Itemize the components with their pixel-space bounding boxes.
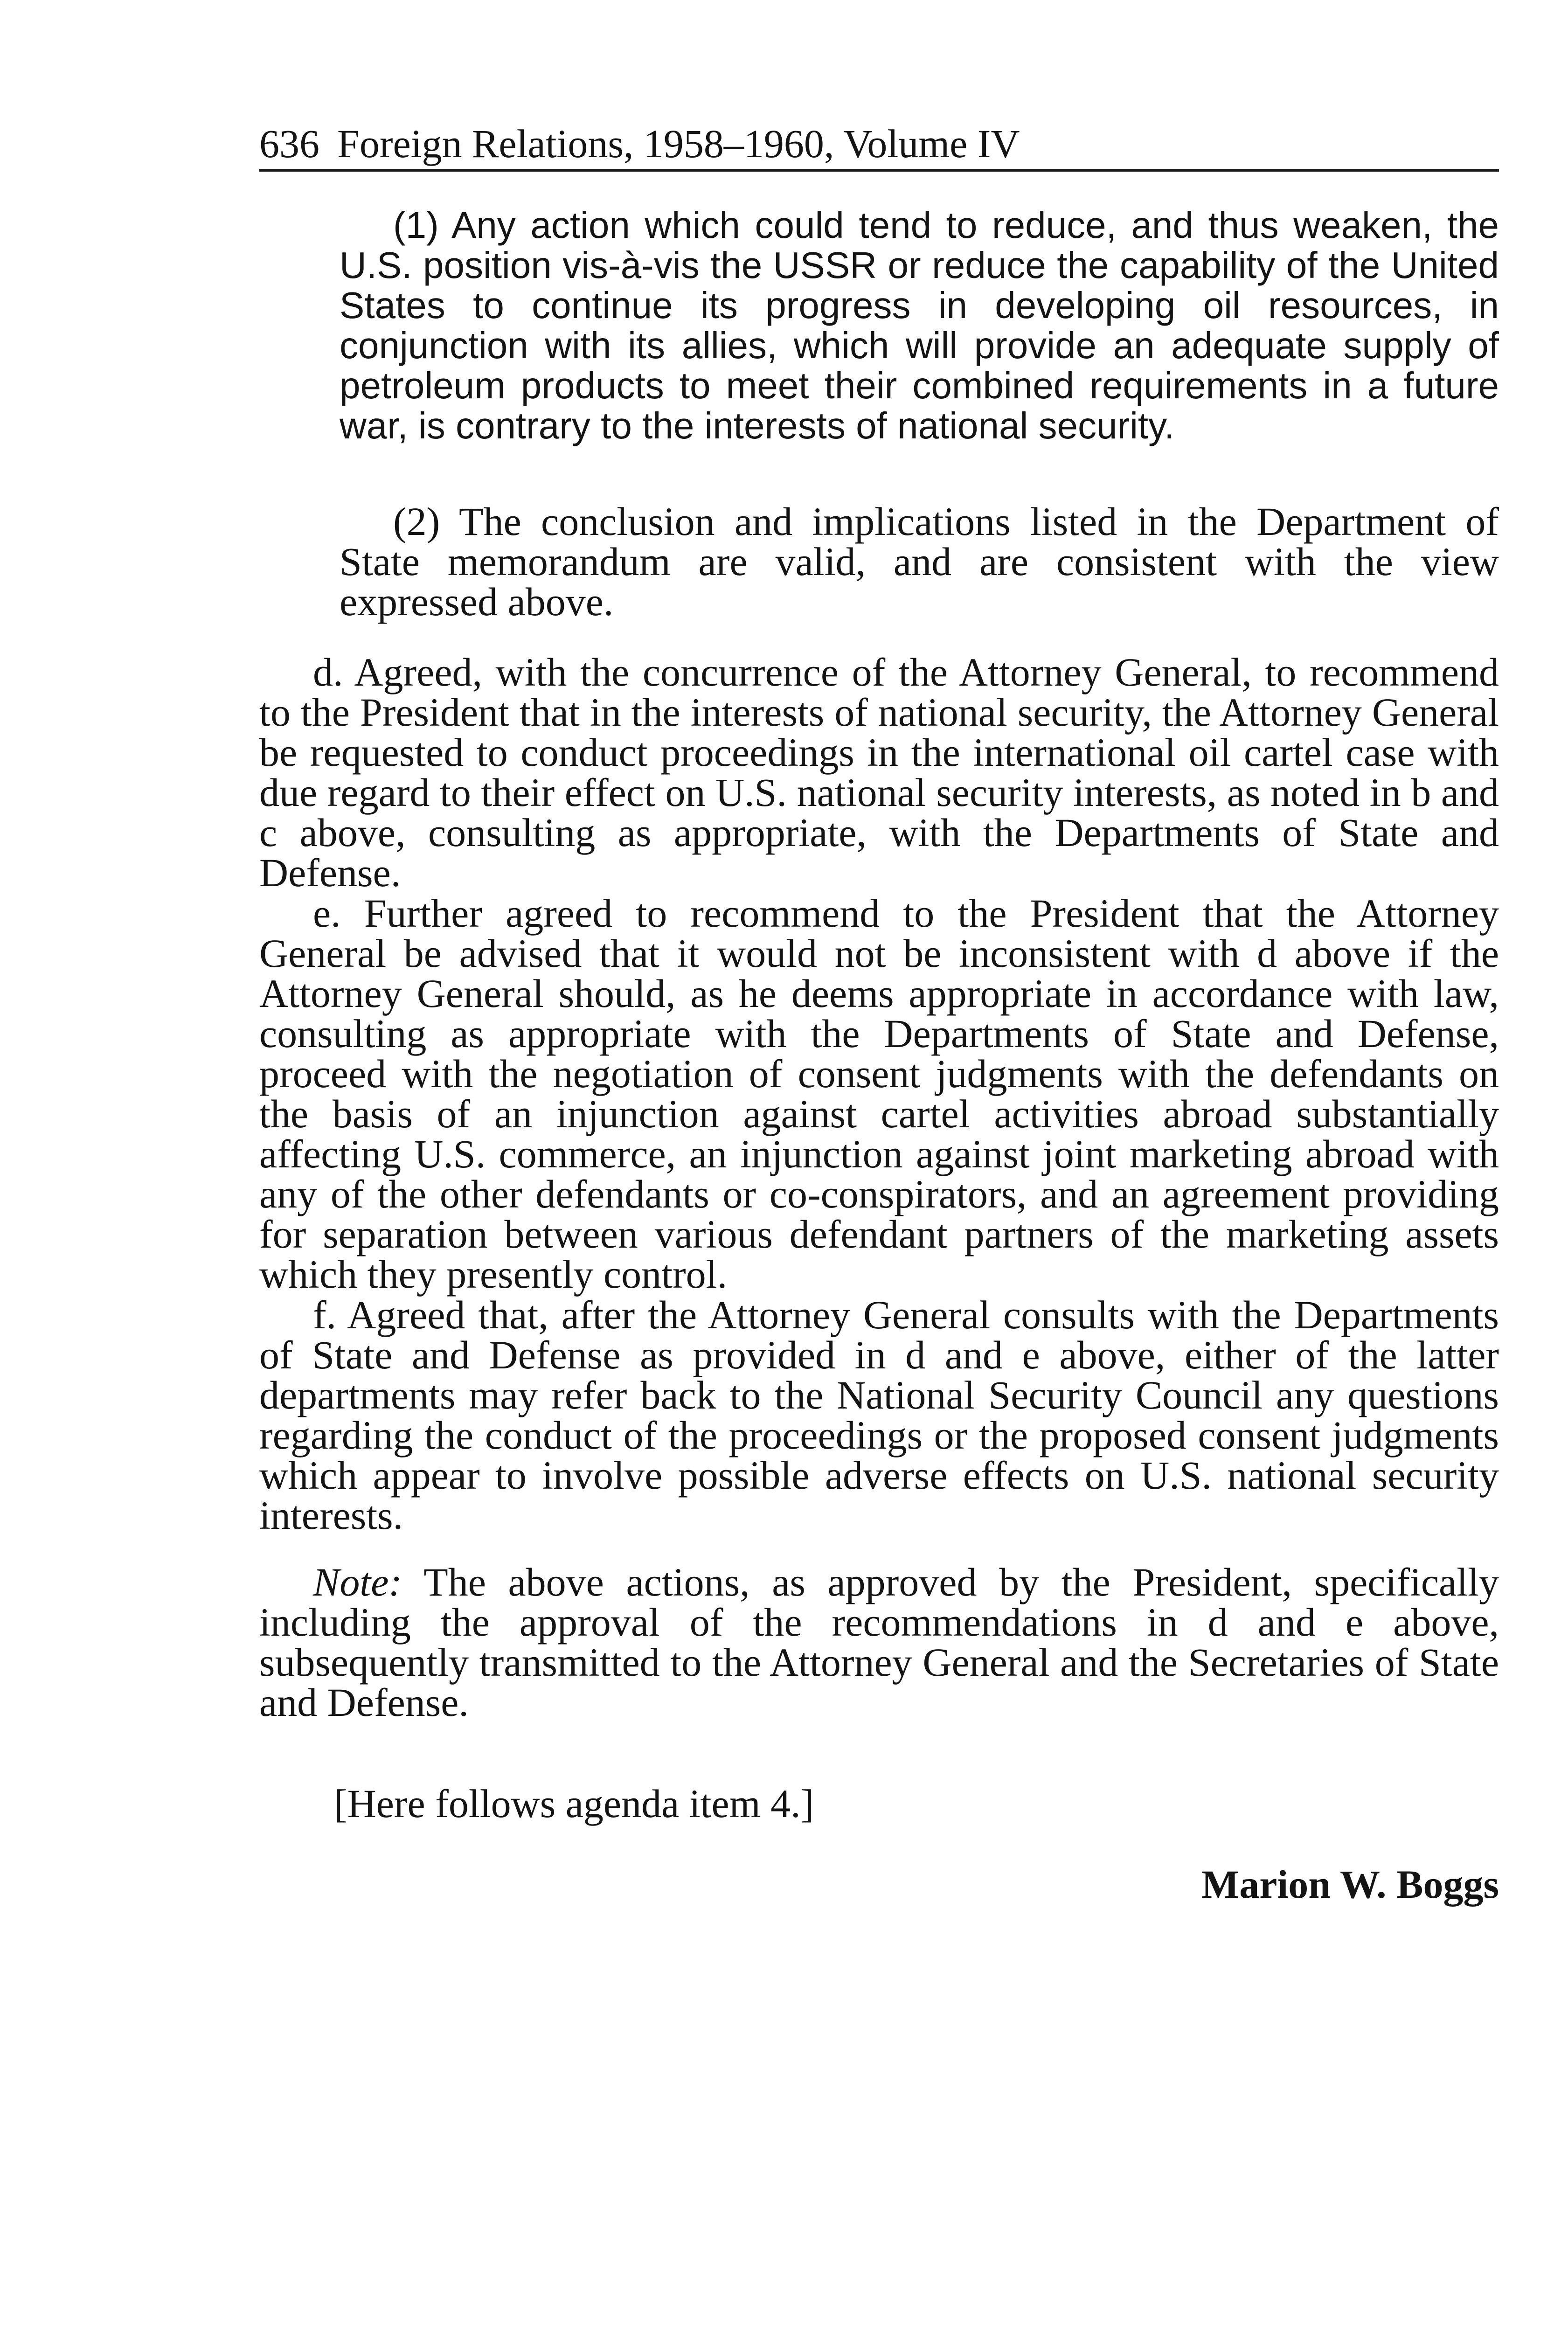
paragraph-d-text: d. Agreed, with the concurrence of the Attorney General, to recommend to the President that in the interests of national security, the Attorney General be requested to conduct proceedings in the international oil cartel case with due regard to their effect on U.S. national security interests, as noted in b and c above, consulting as appropriate, with the Departments of State and Defense. <box>259 650 1499 895</box>
subpoint-1 <box>340 205 1499 446</box>
running-header <box>259 120 1499 172</box>
editorial-note: [Here follows agenda item 4.] <box>334 1781 814 1826</box>
note-label: Note: <box>313 1560 402 1604</box>
page-number: 636 <box>259 121 319 166</box>
signature: Marion W. Boggs <box>1201 1862 1499 1907</box>
running-title: Foreign Relations, 1958–1960, Volume IV <box>337 121 1020 166</box>
paragraph-f-text: f. Agreed that, after the Attorney General consults with the Departments of State and Defense as provided in d and e above, either of the latter departments may refer back to the National Security Council any questions regarding the conduct of the proceedings or the proposed consent judgments which appear to involve possible adverse effects on U.S. national security interests. <box>259 1292 1499 1538</box>
paragraph-e <box>259 891 1499 1297</box>
note-text <box>259 1560 1499 1725</box>
subpoint-2 <box>340 501 1499 622</box>
subpoint-1-text: (1) Any action which could tend to reduce, and thus weaken, the U.S. position vis-à-vis the USSR or reduce the capability of the United States to continue its progress in developing oil resources, in conjunction with its allies, which will provide an adequate supply of petroleum products to meet their combined requirements in a future war, is contrary to the interests of national security. <box>340 204 1499 446</box>
note-body: The above actions, as approved by the President, specifically including the approval of the recommendations in d and e above, subsequently transmitted to the Attorney General and the Secretaries of State and Defense. <box>259 1560 1499 1725</box>
paragraph-f <box>259 1292 1499 1538</box>
paragraph-d <box>259 652 1499 893</box>
paragraph-e-text: e. Further agreed to recommend to the President that the Attorney General be advised that it would not be inconsistent with d above if the Attorney General should, as he deems appropriate in accordance with law, consulting as appropriate with the Departments of State and Defense, proceed with the negotiation of consent judgments with the defendants on the basis of an injunction against cartel activities abroad substantially affecting U.S. commerce, an injunction against joint marketing abroad with any of the other defendants or co-conspirators, and an agreement providing for separation between various defendant partners of the marketing assets which they presently control. <box>259 891 1499 1297</box>
subpoint-2-text: (2) The conclusion and implications listed in the Department of State memorandum are valid, and are consistent with the view expressed above. <box>340 499 1499 624</box>
note-paragraph <box>259 1560 1499 1725</box>
